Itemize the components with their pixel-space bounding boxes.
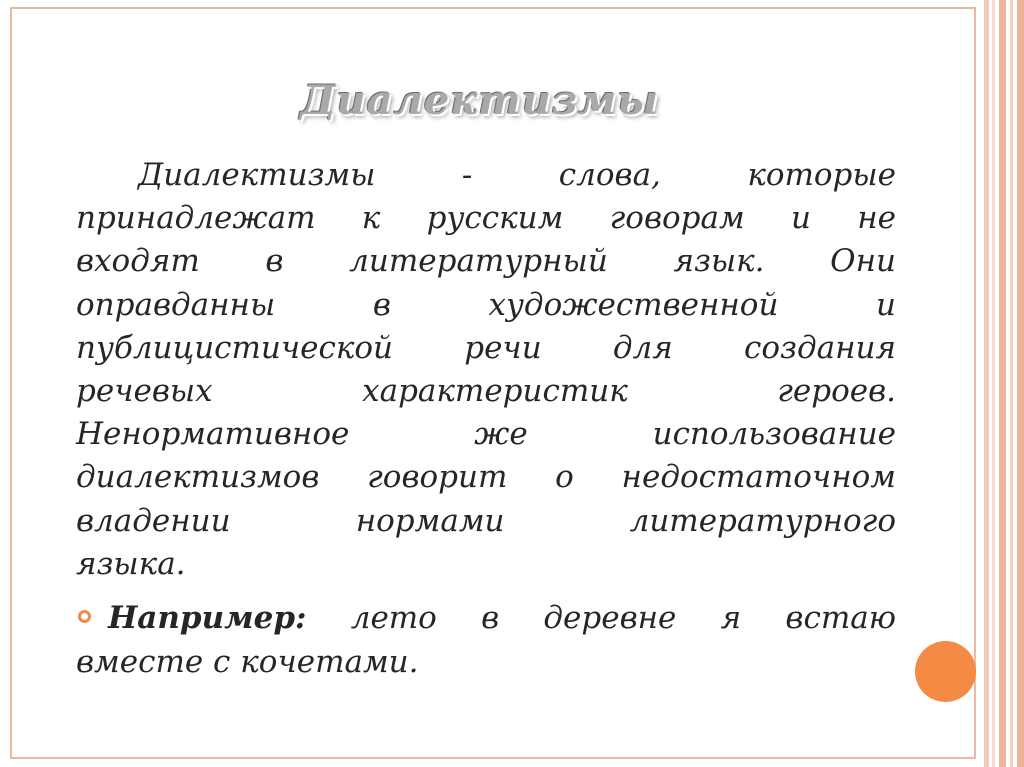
decorative-stripe — [999, 0, 1006, 767]
decorative-stripe — [992, 0, 995, 767]
example-bullet — [76, 596, 896, 684]
body-line: Диалектизмы - слова, которые — [138, 157, 896, 193]
decorative-stripe — [1017, 0, 1024, 767]
example-line: вместе с кочетами. — [76, 644, 419, 680]
example-line — [76, 596, 896, 640]
body-line: оправданны в художественной и — [76, 286, 896, 323]
body-line: речевых характеристик героев. — [76, 373, 896, 410]
example-label: Например: — [108, 600, 307, 636]
slide-title: Диалектизмы — [300, 77, 660, 124]
body-line: владении нормами литературного — [76, 502, 896, 539]
decorative-stripe — [984, 0, 989, 767]
decorative-orange-circle — [915, 641, 976, 702]
body-line: публицистической речи для создания — [76, 329, 896, 366]
example-text: лето в деревне я встаю — [306, 600, 896, 636]
body-line: диалектизмов говорит о недостаточном — [76, 459, 896, 496]
body-paragraph — [76, 154, 896, 586]
decorative-stripe — [1010, 0, 1013, 767]
body-line: входят в литературный язык. Они — [76, 243, 896, 280]
body-line: языка. — [76, 545, 186, 582]
body-line: принадлежат к русским говорам и не — [76, 200, 896, 237]
body-line: Ненормативное же использование — [76, 416, 896, 453]
